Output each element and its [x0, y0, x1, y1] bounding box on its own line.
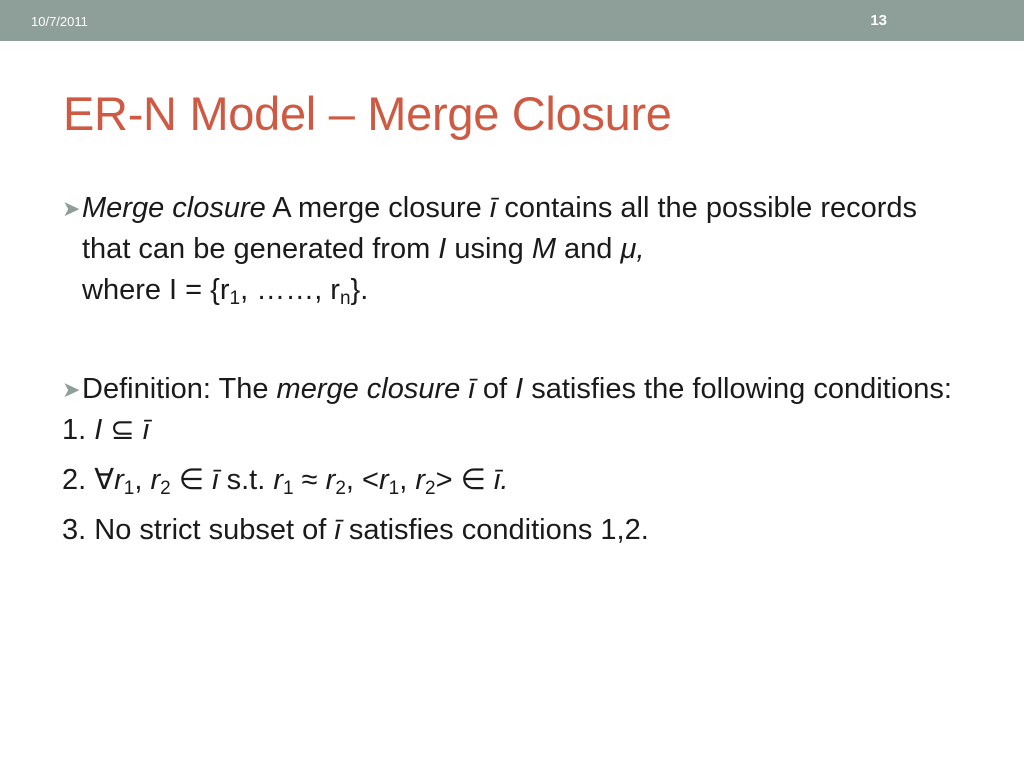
forall-symbol: ∀ — [94, 464, 115, 496]
header-bar — [0, 0, 1024, 41]
subscript: 1 — [283, 478, 294, 499]
symbol-I: I — [438, 233, 447, 265]
symbol-r: r — [273, 464, 284, 496]
symbol-ibar: ī. — [493, 464, 509, 496]
symbol-I: I — [515, 373, 524, 405]
approx-symbol: ≈ — [301, 464, 318, 496]
condition-3 — [62, 510, 972, 551]
text: satisfies conditions 1,2. — [348, 514, 649, 546]
symbol-r: r — [325, 464, 336, 496]
text: Definition: The — [82, 373, 269, 405]
symbol-ibar: ī — [489, 192, 497, 224]
condition-number: 3. — [62, 514, 87, 546]
subset-symbol: ⊆ — [110, 414, 135, 446]
arrow-bullet-icon: ➤ — [62, 196, 81, 221]
condition-2 — [62, 460, 972, 501]
symbol-r: r — [114, 464, 124, 496]
term-merge-closure: merge closure — [276, 373, 461, 405]
text: }. — [350, 274, 369, 306]
text: contains all the possible records that can be generated from — [82, 192, 918, 265]
symbol-I: I — [94, 414, 103, 446]
element-of-symbol: ∈ — [178, 464, 205, 496]
text: of — [482, 373, 508, 405]
text: satisfies the following conditions: — [531, 373, 952, 405]
condition-1 — [62, 410, 972, 451]
symbol-r: r — [415, 464, 426, 496]
text: , — [134, 464, 143, 496]
condition-number: 1. — [62, 414, 87, 446]
text: A merge closure — [272, 192, 482, 224]
slide-date: 10/7/2011 — [31, 14, 88, 29]
subscript: 2 — [160, 478, 171, 499]
slide-body — [62, 188, 972, 551]
subscript: 2 — [335, 478, 346, 499]
condition-number: 2. — [62, 464, 87, 496]
symbol-ibar: ī — [334, 514, 341, 546]
slide-title: ER-N Model – Merge Closure — [63, 87, 672, 140]
symbol-M: M — [531, 233, 556, 265]
subscript: 1 — [388, 478, 400, 499]
text: s.t. — [226, 464, 266, 496]
subscript: n — [339, 288, 351, 309]
term-merge-closure: Merge closure — [82, 192, 266, 224]
arrow-bullet-icon: ➤ — [62, 377, 81, 402]
subscript: 2 — [425, 478, 436, 499]
symbol-r: r — [150, 464, 161, 496]
text: , < — [345, 464, 379, 496]
symbol-ibar: ī — [468, 373, 475, 405]
spacer — [62, 311, 972, 369]
text: , — [399, 464, 408, 496]
text: where I = {r — [82, 274, 230, 306]
text: , ……, r — [240, 274, 340, 306]
subscript: 1 — [123, 478, 135, 499]
symbol-mu: μ, — [620, 233, 645, 265]
bullet-merge-closure — [62, 188, 972, 311]
text: using — [454, 233, 524, 265]
text: and — [564, 233, 613, 265]
symbol-r: r — [378, 464, 389, 496]
slide-number: 13 — [870, 12, 887, 29]
text: No strict subset of — [94, 514, 327, 546]
text: > ∈ — [435, 464, 486, 496]
subscript: 1 — [229, 288, 241, 309]
symbol-ibar: ī — [212, 464, 219, 496]
symbol-ibar: ī — [142, 414, 150, 446]
bullet-definition — [62, 369, 972, 410]
